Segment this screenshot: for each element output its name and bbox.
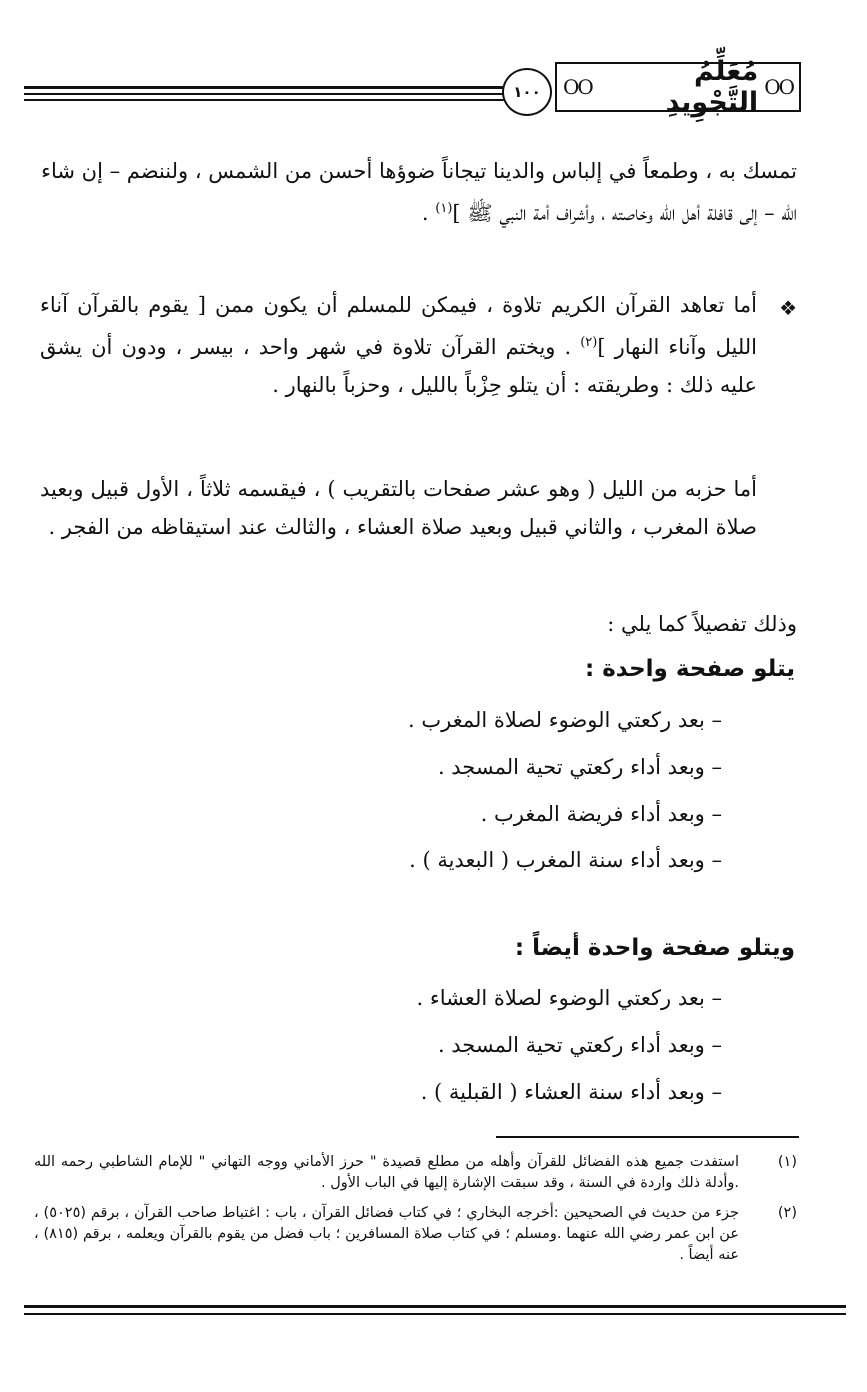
paragraph-2-part-a: أما تعاهد القرآن الكريم تلاوة ، فيمكن للمسلم أن يكون ممن [ يقوم بالقرآن آناء الليل وآناء النهار ] — [40, 293, 758, 359]
footer-rule-thick — [24, 1305, 846, 1308]
paragraph-1-line-1: تمسك به ، وطمعاً في إلباس والدينا تيجاناً ضوؤها أحسن من الشمس ، ولننضم – إن شاء — [41, 159, 797, 183]
footer-rule-thin — [24, 1313, 846, 1315]
paragraph-3: أما حزبه من الليل ( وهو عشر صفحات بالتقريب ) ، فيقسمه ثلاثاً ، الأول قبيل وبعيد صلاة المغرب ، والثاني قبيل وبعيد صلاة العشاء ، والثالث عند استيقاظه من الفجر . — [40, 477, 757, 539]
footnote-text: جزء من حديث في الصحيحين :أخرجه البخاري ؛ في كتاب فضائل القرآن ، باب : اغتباط صاحب القرآن ، برقم (٥٠٢٥) ، عن ابن عمر رضي الله عنهما .ومسلم ؛ في كتاب صلاة المسافرين ؛ باب فضل من يقوم بالقرآن ويعلمه ، برقم (٨١٥) ، عنه أيضاً . — [34, 1205, 739, 1263]
diamond-bullet-icon: ❖ — [779, 296, 797, 320]
paragraph-1-end: . — [421, 201, 436, 225]
header-rule-thin — [24, 93, 544, 95]
section-1-item: – وبعد أداء ركعتي تحية المسجد . — [437, 755, 722, 779]
paragraph-4: وذلك تفصيلاً كما يلي : — [607, 612, 797, 636]
paragraph-1 — [40, 152, 797, 232]
paragraph-2 — [40, 286, 757, 404]
footnote-2 — [34, 1203, 797, 1266]
paragraph-1-line-2 — [40, 190, 797, 232]
page-number: ١٠٠ — [502, 68, 552, 116]
header-rule-hairline — [24, 99, 544, 101]
section-2-item: – وبعد أداء ركعتي تحية المسجد . — [437, 1033, 722, 1057]
header-rule-thick — [24, 86, 544, 89]
footnote-ref-1: (١) — [435, 201, 453, 216]
paragraph-2-part-b: . ويختم القرآن تلاوة في شهر واحد ، بيسر ، ودون أن يشق عليه ذلك : وطريقته : أن يتلو حِزْباً بالليل ، وحزباً بالنهار . — [40, 335, 757, 397]
section-1-item: – بعد ركعتي الوضوء لصلاة المغرب . — [408, 708, 722, 732]
section-1-item: – وبعد أداء سنة المغرب ( البعدية ) . — [409, 848, 722, 872]
footnote-text: استفدت جميع هذه الفضائل للقرآن وأهله من مطلع قصيدة " حرز الأماني ووجه التهاني " للإمام الشاطبي رحمه الله .وأدلة ذلك واردة في السنة ، وقد سبقت الإشارة إليها في الباب الأول . — [34, 1154, 739, 1191]
paragraph-1-text: الله – إلى قافلة أهل الله وخاصته ، وأشراف أمة النبي ﷺ ] — [452, 201, 797, 225]
section-1-heading: يتلو صفحة واحدة : — [585, 656, 795, 682]
ornament-left: OO — [563, 75, 592, 99]
footnote-number: (٢) — [777, 1205, 797, 1221]
footnote-ref-2: (٢) — [580, 335, 598, 350]
running-header — [555, 56, 801, 118]
section-1-item: – وبعد أداء فريضة المغرب . — [480, 802, 722, 826]
section-2-heading: ويتلو صفحة واحدة أيضاً : — [514, 935, 795, 961]
footnote-number: (١) — [777, 1154, 797, 1170]
ornament-right: OO — [764, 75, 793, 99]
footnote-1 — [34, 1152, 797, 1194]
footnote-separator — [496, 1136, 799, 1138]
section-2-item: – بعد ركعتي الوضوء لصلاة العشاء . — [416, 986, 722, 1010]
book-title: مُعَلِّمُ التَّجْوِيدِ — [665, 56, 759, 118]
section-2-item: – وبعد أداء سنة العشاء ( القبلية ) . — [420, 1080, 722, 1104]
